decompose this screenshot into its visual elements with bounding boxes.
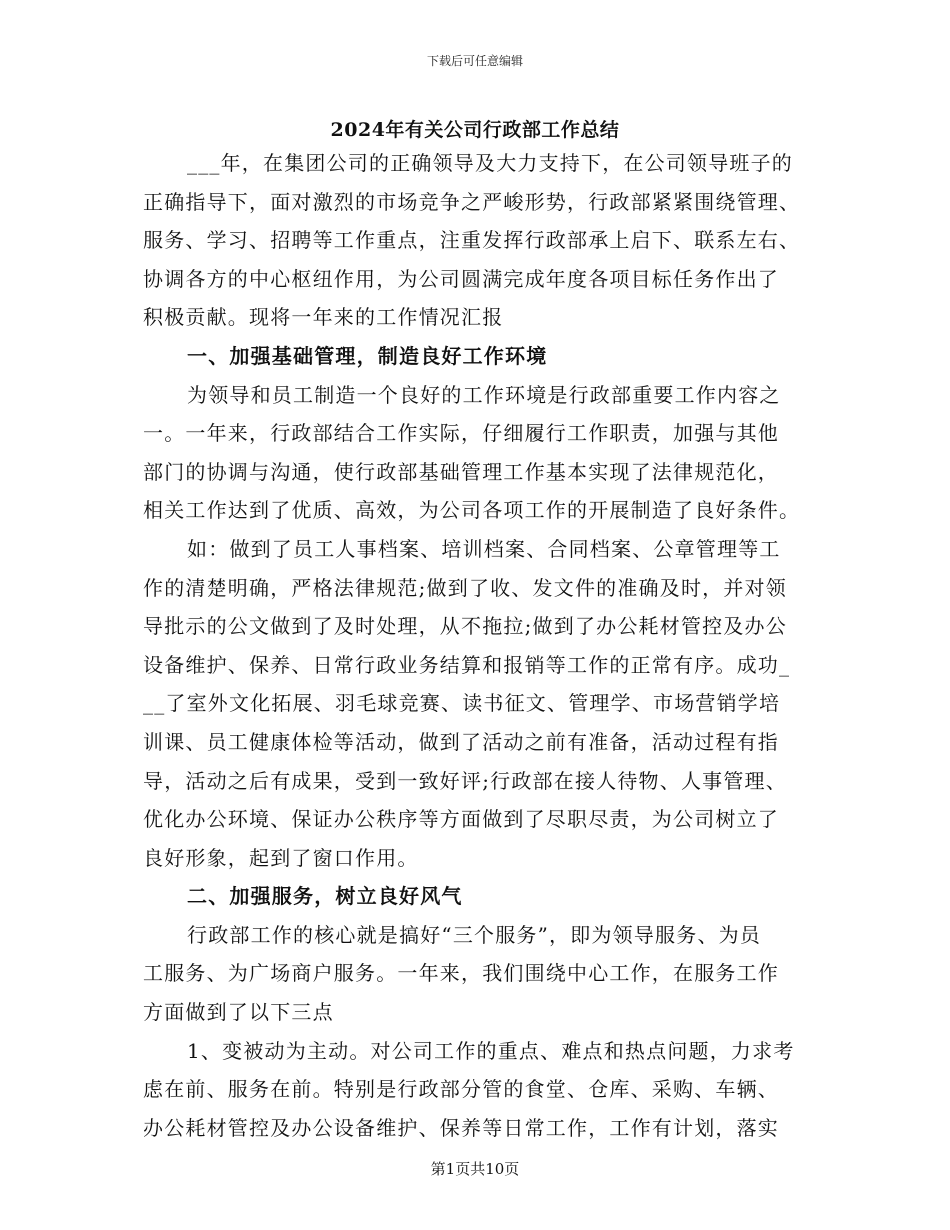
paragraph-line: 作的清楚明确，严格法律规范;做到了收、发文件的准确及时，并对领 [143,575,787,600]
paragraph-line: 办公耗材管控及办公设备维护、保养等日常工作，工作有计划，落实 [143,1115,779,1140]
paragraph-line: 设备维护、保养、日常行政业务结算和报销等工作的正常有序。成功_ [143,652,791,677]
paragraph-line: 良好形象，起到了窗口作用。 [143,845,419,870]
paragraph-line: 相关工作达到了优质、高效，为公司各项工作的开展制造了良好条件。 [143,498,801,523]
paragraph-line: 工服务、为广场商户服务。一年来，我们围绕中心工作，在服务工作 [143,961,779,986]
paragraph-line: 服务、学习、招聘等工作重点，注重发挥行政部承上启下、联系左右、 [143,228,801,253]
paragraph-line: 积极贡献。现将一年来的工作情况汇报 [143,305,504,330]
paragraph-line: 方面做到了以下三点 [143,1000,334,1025]
header-note: 下载后可任意编辑 [426,54,523,68]
paragraph-line: __了室外文化拓展、羽毛球竞赛、读书征文、管理学、市场营销学培 [143,691,781,716]
document-title: 2024年有关公司行政部工作总结 [330,119,620,141]
paragraph-line: 一。一年来，行政部结合工作实际，仔细履行工作职责，加强与其他 [143,421,779,446]
paragraph-line: 优化办公环境、保证办公秩序等方面做到了尽职尽责，为公司树立了 [143,807,779,832]
paragraph-line: 导批示的公文做到了及时处理，从不拖拉;做到了办公耗材管控及办公 [143,614,787,639]
paragraph-line: 训课、员工健康体检等活动，做到了活动之前有准备，活动过程有指 [143,729,779,754]
section-heading: 一、加强基础管理，制造良好工作环境 [187,343,548,368]
section-heading: 二、加强服务，树立良好风气 [187,884,463,909]
paragraph-line: 行政部工作的核心就是搞好“三个服务”，即为领导服务、为员 [187,922,762,947]
paragraph-line: 部门的协调与沟通，使行政部基础管理工作基本实现了法律规范化， [143,459,779,484]
paragraph-line: 虑在前、服务在前。特别是行政部分管的食堂、仓库、采购、车辆、 [143,1077,779,1102]
paragraph-line: 导，活动之后有成果，受到一致好评;行政部在接人待物、人事管理、 [143,768,787,793]
paragraph-line: 协调各方的中心枢纽作用，为公司圆满完成年度各项目标任务作出了 [143,266,779,291]
paragraph-line: 正确指导下，面对激烈的市场竞争之严峻形势，行政部紧紧围绕管理、 [143,189,801,214]
paragraph-line: 1、变被动为主动。对公司工作的重点、难点和热点问题，力求考 [187,1038,795,1063]
paragraph-line: 为领导和员工制造一个良好的工作环境是行政部重要工作内容之 [187,382,781,407]
document-body [143,144,807,1147]
paragraph-line: ___年，在集团公司的正确领导及大力支持下，在公司领导班子的 [187,151,793,175]
page-number: 第1页共10页 [430,1160,520,1178]
paragraph-line: 如：做到了员工人事档案、培训档案、合同档案、公章管理等工 [187,536,781,561]
